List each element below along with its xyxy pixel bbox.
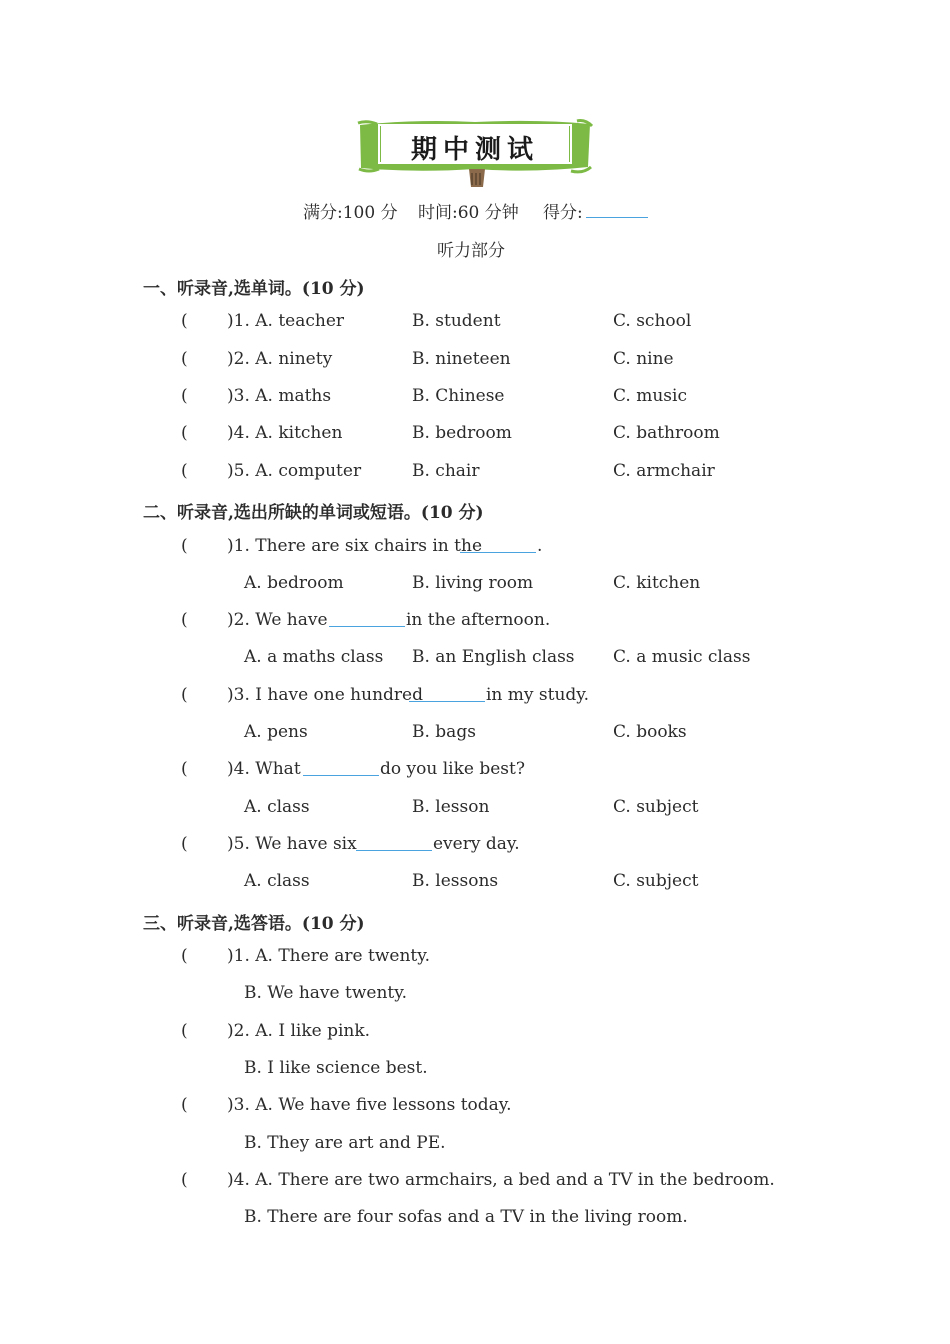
answer-paren[interactable]: ( <box>181 311 188 331</box>
fill-blank[interactable] <box>329 612 405 627</box>
option-a: A. bedroom <box>244 573 344 593</box>
option-a: )1. A. There are twenty. <box>227 946 430 966</box>
answer-paren[interactable]: ( <box>181 610 188 630</box>
option-c: C. subject <box>613 871 699 891</box>
option-a: )2. A. ninety <box>227 349 333 369</box>
option-b: B. lessons <box>412 871 499 891</box>
option-b: B. There are four sofas and a TV in the living room. <box>244 1207 688 1227</box>
part-title: 听力部分 <box>437 241 505 261</box>
section2-title: 二、听录音,选出所缺的单词或短语。(10 分) <box>143 503 484 523</box>
option-a: )2. A. I like pink. <box>227 1021 371 1041</box>
question-text-end: . <box>537 536 543 556</box>
question-text-end: do you like best? <box>380 759 525 779</box>
question-text-end: every day. <box>433 834 520 854</box>
option-a: )5. A. computer <box>227 461 362 481</box>
option-c: C. school <box>613 311 692 331</box>
option-b: B. I like science best. <box>244 1058 428 1078</box>
option-a: )1. A. teacher <box>227 311 345 331</box>
option-b: B. lesson <box>412 797 490 817</box>
answer-paren[interactable]: ( <box>181 423 188 443</box>
option-c: C. a music class <box>613 647 751 667</box>
option-a: )3. A. We have five lessons today. <box>227 1095 512 1115</box>
page-title: 期中测试 <box>410 135 539 165</box>
option-b: B. We have twenty. <box>244 983 407 1003</box>
option-c: C. nine <box>613 349 674 369</box>
section1-title: 一、听录音,选单词。(10 分) <box>143 279 365 299</box>
option-b: B. an English class <box>412 647 575 667</box>
option-c: C. bathroom <box>613 423 720 443</box>
fill-blank[interactable] <box>460 538 536 553</box>
option-b: B. student <box>412 311 501 331</box>
answer-paren[interactable]: ( <box>181 1021 188 1041</box>
answer-paren[interactable]: ( <box>181 759 188 779</box>
option-b: B. nineteen <box>412 349 511 369</box>
answer-paren[interactable]: ( <box>181 834 188 854</box>
score-blank[interactable] <box>586 200 648 218</box>
answer-paren[interactable]: ( <box>181 349 188 369</box>
answer-paren[interactable]: ( <box>181 536 188 556</box>
section3-title: 三、听录音,选答语。(10 分) <box>143 914 365 934</box>
option-a: )4. A. There are two armchairs, a bed and a TV in the bedroom. <box>227 1170 775 1190</box>
option-a: A. pens <box>244 722 308 742</box>
question-text: )3. I have one hundred <box>227 685 423 705</box>
fill-blank[interactable] <box>409 687 485 702</box>
question-text: )4. What <box>227 759 301 779</box>
question-text: )1. There are six chairs in the <box>227 536 482 556</box>
option-a: )3. A. maths <box>227 386 332 406</box>
option-b: B. living room <box>412 573 534 593</box>
answer-paren[interactable]: ( <box>181 685 188 705</box>
answer-paren[interactable]: ( <box>181 1095 188 1115</box>
question-text: )2. We have <box>227 610 328 630</box>
option-a: A. class <box>244 797 310 817</box>
option-c: C. armchair <box>613 461 715 481</box>
title-banner <box>357 117 593 189</box>
score-label: 得分: <box>543 203 583 223</box>
question-text-end: in the afternoon. <box>406 610 551 630</box>
option-c: C. books <box>613 722 687 742</box>
answer-paren[interactable]: ( <box>181 946 188 966</box>
full-score: 满分:100 分 <box>303 203 398 223</box>
option-c: C. subject <box>613 797 699 817</box>
question-text-end: in my study. <box>486 685 590 705</box>
question-text: )5. We have six <box>227 834 357 854</box>
option-c: C. music <box>613 386 687 406</box>
option-c: C. kitchen <box>613 573 701 593</box>
answer-paren[interactable]: ( <box>181 386 188 406</box>
option-a: A. a maths class <box>244 647 384 667</box>
fill-blank[interactable] <box>303 761 379 776</box>
time-limit: 时间:60 分钟 <box>418 203 519 223</box>
option-b: B. They are art and PE. <box>244 1133 446 1153</box>
answer-paren[interactable]: ( <box>181 461 188 481</box>
option-a: A. class <box>244 871 310 891</box>
option-b: B. chair <box>412 461 480 481</box>
answer-paren[interactable]: ( <box>181 1170 188 1190</box>
option-a: )4. A. kitchen <box>227 423 343 443</box>
option-b: B. bedroom <box>412 423 512 443</box>
fill-blank[interactable] <box>356 836 432 851</box>
option-b: B. Chinese <box>412 386 505 406</box>
option-b: B. bags <box>412 722 476 742</box>
